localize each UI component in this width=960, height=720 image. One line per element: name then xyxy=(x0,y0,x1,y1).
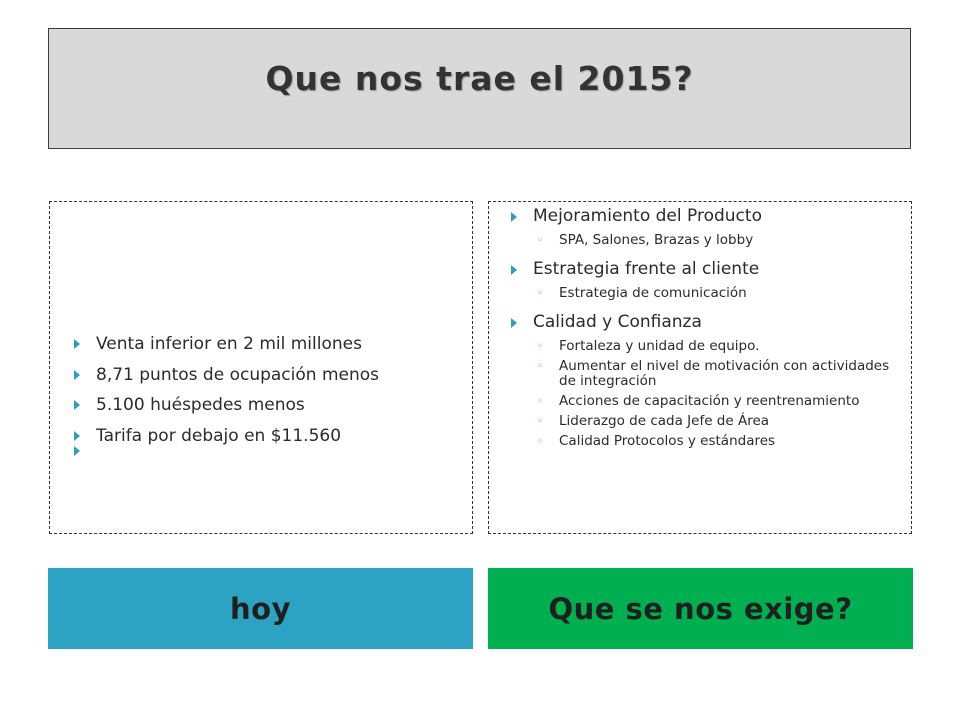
arrow-bullet-icon xyxy=(74,431,80,441)
sub-list-item-text: Acciones de capacitación y reentrenamiento xyxy=(559,393,860,409)
sub-list xyxy=(511,339,909,449)
circle-bullet-icon: ◦ xyxy=(537,341,543,352)
sub-list-item xyxy=(537,394,909,409)
left-bullet-list xyxy=(74,329,379,451)
sub-list-item xyxy=(537,286,909,301)
sub-list-item xyxy=(537,359,909,389)
sub-list-item-text: Fortaleza y unidad de equipo. xyxy=(559,338,760,354)
list-item-row xyxy=(511,258,909,281)
circle-bullet-icon: ◦ xyxy=(537,235,543,246)
sub-list xyxy=(511,286,909,301)
title-box xyxy=(48,28,911,149)
list-item-text: Tarifa por debajo en $11.560 xyxy=(96,425,342,446)
list-item xyxy=(511,258,909,301)
list-item xyxy=(74,390,379,421)
list-item-text: Estrategia frente al cliente xyxy=(533,259,760,279)
list-item-text: Calidad y Confianza xyxy=(533,312,702,332)
list-item-text: 8,71 puntos de ocupación menos xyxy=(96,364,380,385)
circle-bullet-icon: ◦ xyxy=(537,361,543,372)
list-item xyxy=(511,205,909,248)
arrow-bullet-icon xyxy=(74,370,80,380)
sub-list-item xyxy=(537,414,909,429)
slide-title: Que nos trae el 2015? xyxy=(265,59,694,98)
list-item-row xyxy=(511,205,909,228)
sub-list-item-text: Liderazgo de cada Jefe de Área xyxy=(559,413,770,429)
arrow-bullet-icon xyxy=(74,400,80,410)
sub-list-item-text: Calidad Protocolos y estándares xyxy=(559,433,776,449)
list-item-row xyxy=(511,311,909,334)
list-item xyxy=(74,329,379,360)
arrow-bullet-icon xyxy=(511,212,517,222)
list-item xyxy=(74,421,379,452)
sub-list xyxy=(511,233,909,248)
footer-today-label: hoy xyxy=(48,568,473,649)
left-panel xyxy=(49,201,473,534)
list-item-text: Venta inferior en 2 mil millones xyxy=(96,334,362,354)
sub-list-item xyxy=(537,339,909,354)
circle-bullet-icon: ◦ xyxy=(537,436,543,447)
sub-list-item xyxy=(537,434,909,449)
footer-requirements-label: Que se nos exige? xyxy=(488,568,913,649)
arrow-bullet-icon xyxy=(74,339,80,349)
sub-list-item-text: SPA, Salones, Brazas y lobby xyxy=(559,232,754,248)
list-item-text: Mejoramiento del Producto xyxy=(533,206,762,226)
sub-list-item-text: Estrategia de comunicación xyxy=(559,285,747,301)
sub-list-item xyxy=(537,233,909,248)
right-bullet-list xyxy=(511,205,909,459)
list-item-text: 5.100 huéspedes menos xyxy=(96,395,305,415)
circle-bullet-icon: ◦ xyxy=(537,396,543,407)
circle-bullet-icon: ◦ xyxy=(537,288,543,299)
arrow-bullet-icon xyxy=(74,446,80,456)
circle-bullet-icon: ◦ xyxy=(537,416,543,427)
sub-list-item-text: Aumentar el nivel de motivación con actividades de integración xyxy=(559,358,890,389)
arrow-bullet-icon xyxy=(511,318,517,328)
arrow-bullet-icon xyxy=(511,265,517,275)
list-item xyxy=(74,360,379,391)
list-item xyxy=(511,311,909,449)
right-panel xyxy=(488,201,912,534)
